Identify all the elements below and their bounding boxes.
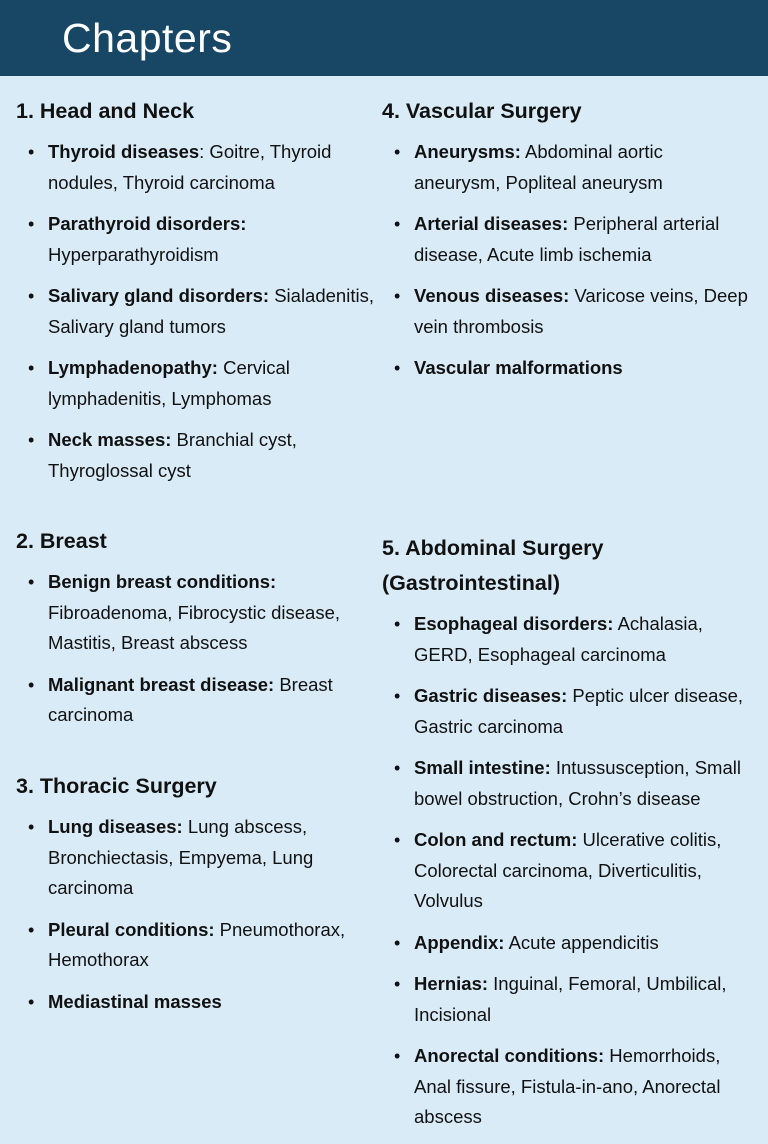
topic-item-appendix bbox=[382, 928, 754, 959]
topic-heading: Arterial diseases: bbox=[414, 213, 569, 234]
topic-item-parathyroid-disorders bbox=[16, 209, 376, 270]
topic-item-vascular-malformations bbox=[382, 353, 754, 384]
topic-details: Ulcerative colitis, Colorectal carcinoma, Diverticulitis, Volvulus bbox=[414, 829, 722, 911]
topic-details: Peripheral arterial disease, Acute limb ischemia bbox=[414, 213, 720, 265]
topic-heading: Pleural conditions: bbox=[48, 918, 215, 940]
topic-details: Intussusception, Small bowel obstruction, Crohn’s disease bbox=[414, 757, 741, 809]
chapter-section bbox=[16, 769, 376, 1028]
chapter-section bbox=[16, 524, 376, 742]
topic-details: Branchial cyst, Thyroglossal cyst bbox=[48, 429, 297, 481]
topic-item-neck-masses bbox=[16, 425, 376, 486]
topic-item-mediastinal-masses bbox=[16, 987, 376, 1018]
topic-heading: Small intestine: bbox=[414, 757, 551, 778]
topic-details: Varicose veins, Deep vein thrombosis bbox=[414, 285, 748, 337]
topic-heading: Esophageal disorders: bbox=[414, 613, 614, 634]
section-title: 4. Vascular Surgery bbox=[382, 99, 582, 123]
topic-heading: Gastric diseases: bbox=[414, 685, 568, 706]
topic-details: Cervical lymphadenitis, Lymphomas bbox=[48, 357, 290, 409]
topic-details: Lung abscess, Bronchiectasis, Empyema, Lung carcinoma bbox=[48, 816, 314, 898]
topic-item-lung-diseases bbox=[16, 812, 376, 904]
chapter-columns bbox=[0, 76, 768, 1127]
chapter-section bbox=[382, 94, 754, 395]
topic-heading: Mediastinal masses bbox=[48, 990, 222, 1012]
section-title: 3. Thoracic Surgery bbox=[16, 774, 217, 798]
section-title: 5. Abdominal Surgery (Gastrointestinal) bbox=[382, 536, 604, 595]
section-title: 1. Head and Neck bbox=[16, 99, 195, 123]
topic-details: Sialadenitis, Salivary gland tumors bbox=[48, 285, 374, 337]
topic-heading: Colon and rectum: bbox=[414, 829, 578, 850]
topic-heading: Appendix: bbox=[414, 931, 505, 953]
topic-details: Breast carcinoma bbox=[48, 673, 333, 725]
topic-details: Inguinal, Femoral, Umbilical, Incisional bbox=[414, 973, 727, 1025]
topic-heading: Neck masses: bbox=[48, 429, 172, 450]
topic-heading: Malignant breast disease: bbox=[48, 673, 275, 695]
topic-item-pleural-conditions bbox=[16, 915, 376, 976]
topic-heading: Thyroid diseases bbox=[48, 141, 200, 162]
topic-item-aneurysms bbox=[382, 137, 754, 198]
topic-details: : Goitre, Thyroid nodules, Thyroid carcinoma bbox=[48, 141, 332, 193]
topic-item-benign-breast-conditions bbox=[16, 567, 376, 659]
topic-item-small-intestine bbox=[382, 753, 754, 814]
topic-item-venous-diseases bbox=[382, 281, 754, 342]
topic-heading: Vascular malformations bbox=[414, 357, 623, 378]
topic-item-hernias bbox=[382, 969, 754, 1030]
topic-item-esophageal-disorders bbox=[382, 609, 754, 670]
topic-item-malignant-breast-disease bbox=[16, 670, 376, 731]
chapter-section bbox=[382, 531, 754, 1144]
topic-details: Hyperparathyroidism bbox=[48, 243, 219, 265]
topic-heading: Venous diseases: bbox=[414, 285, 570, 306]
topic-list bbox=[16, 137, 376, 486]
topic-list bbox=[16, 567, 376, 731]
topic-details: Fibroadenoma, Fibrocystic disease, Mastitis, Breast abscess bbox=[48, 601, 341, 653]
topic-item-lymphadenopathy bbox=[16, 353, 376, 414]
topic-heading: Anorectal conditions: bbox=[414, 1045, 605, 1066]
topic-details: Acute appendicitis bbox=[504, 931, 659, 953]
page-title: Chapters bbox=[62, 14, 233, 61]
topic-details: Pneumothorax, Hemothorax bbox=[48, 918, 346, 970]
topic-heading: Lymphadenopathy: bbox=[48, 357, 218, 378]
topic-heading: Benign breast conditions: bbox=[48, 571, 277, 592]
topic-heading: Lung diseases: bbox=[48, 816, 183, 837]
topic-details: Abdominal aortic aneurysm, Popliteal aneurysm bbox=[414, 141, 663, 193]
topic-heading: Parathyroid disorders: bbox=[48, 213, 247, 234]
topic-item-anorectal-conditions bbox=[382, 1041, 754, 1133]
topic-list bbox=[382, 137, 754, 384]
topic-item-salivary-gland-disorders bbox=[16, 281, 376, 342]
header-banner bbox=[0, 0, 768, 76]
topic-details: Peptic ulcer disease, Gastric carcinoma bbox=[414, 685, 744, 737]
topic-heading: Aneurysms: bbox=[414, 141, 521, 162]
topic-item-colon-and-rectum bbox=[382, 825, 754, 917]
chapter-section bbox=[16, 94, 376, 497]
topic-details: Achalasia, GERD, Esophageal carcinoma bbox=[414, 613, 703, 665]
topic-list bbox=[382, 609, 754, 1133]
section-title: 2. Breast bbox=[16, 529, 107, 553]
topic-item-gastric-diseases bbox=[382, 681, 754, 742]
topic-heading: Salivary gland disorders: bbox=[48, 285, 270, 306]
topic-item-arterial-diseases bbox=[382, 209, 754, 270]
topic-details: Hemorrhoids, Anal fissure, Fistula-in-ano, Anorectal abscess bbox=[414, 1045, 721, 1127]
topic-heading: Hernias: bbox=[414, 973, 489, 994]
topic-list bbox=[16, 812, 376, 1017]
topic-item-thyroid-diseases bbox=[16, 137, 376, 198]
